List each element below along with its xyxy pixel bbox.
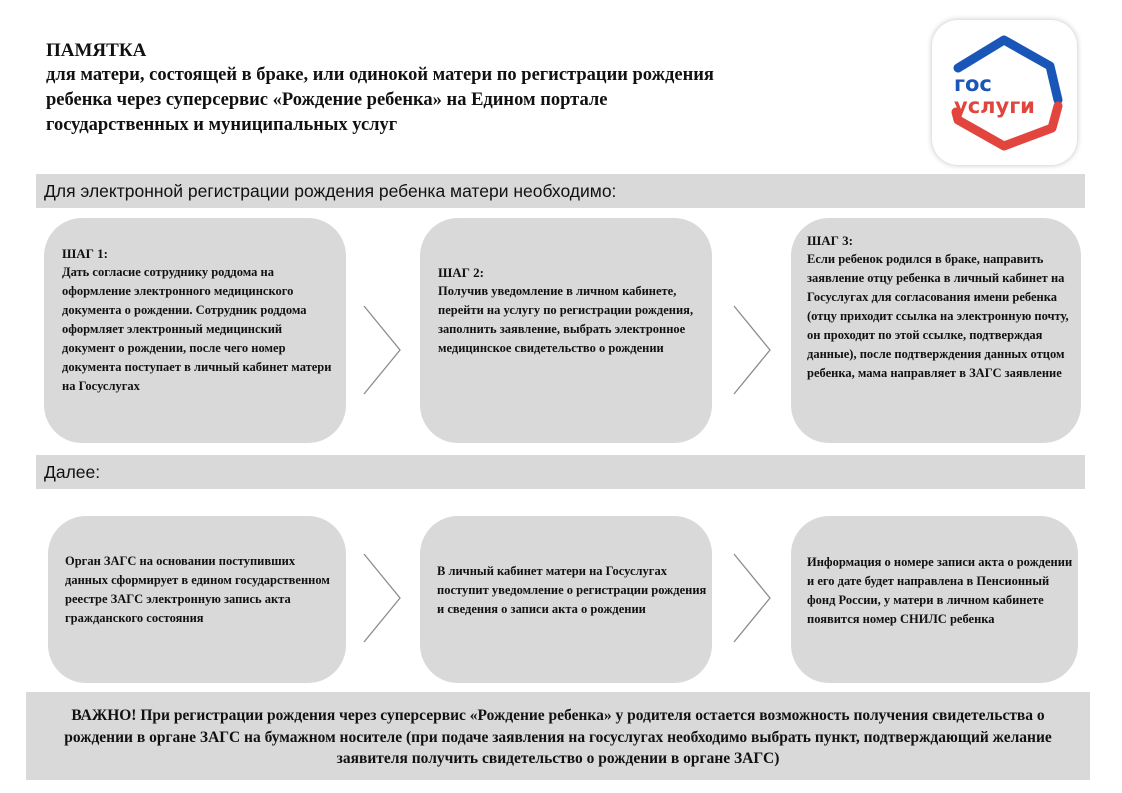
important-label: ВАЖНО! (71, 707, 137, 724)
result-card-3 (791, 516, 1078, 683)
step-card-2 (420, 218, 712, 443)
chevron-right-icon (730, 302, 774, 398)
result-text: В личный кабинет матери на Госуслугах поступит уведомление о регистрации рождения и сведения о записи акта о рождении (437, 564, 707, 616)
result-card-2 (420, 516, 712, 683)
page-subtitle-line-2: ребенка через суперсервис «Рождение ребенка» на Едином портале (46, 90, 608, 110)
section-heading-next: Далее: (36, 455, 1085, 489)
gosuslugi-logo (932, 20, 1077, 165)
chevron-right-icon (360, 550, 404, 646)
step-title: ШАГ 2: (438, 265, 485, 280)
important-note (26, 692, 1090, 780)
header (46, 38, 866, 138)
section-heading-requirements: Для электронной регистрации рождения ребенка матери необходимо: (36, 174, 1085, 208)
logo-text-gos: гос (954, 72, 992, 96)
step-text: Получив уведомление в личном кабинете, перейти на услугу по регистрации рождения, заполнить заявление, выбрать электронное медицинское свидетельство о рождении (438, 284, 694, 355)
result-card-1 (48, 516, 346, 683)
page-title: ПАМЯТКА (46, 40, 147, 61)
step-title: ШАГ 1: (62, 246, 109, 261)
step-title: ШАГ 3: (807, 233, 854, 248)
chevron-right-icon (730, 550, 774, 646)
chevron-right-icon (360, 302, 404, 398)
page-subtitle-line-1: для матери, состоящей в браке, или одинокой матери по регистрации рождения (46, 65, 714, 85)
step-text: Дать согласие сотруднику роддома на оформление электронного медицинского документа о рождении. Сотрудник роддома оформляет электронный медицинский документ о рождении, после чего номер документа поступает в личный кабинет матери на Госуслугах (62, 265, 332, 393)
step-card-3 (791, 218, 1081, 443)
step-card-1 (44, 218, 346, 443)
logo-text-uslugi: услуги (954, 94, 1035, 118)
step-text: Если ребенок родился в браке, направить заявление отцу ребенка в личный кабинет на Госуслугах для согласования имени ребенка (отцу приходит ссылка на электронную почту, он проходит по этой ссылке, подтверждая данные), после подтверждения данных отцом ребенка, мама направляет в ЗАГС заявление (807, 252, 1069, 380)
result-text: Орган ЗАГС на основании поступивших данных сформирует в едином государственном реестре ЗАГС электронную запись акта гражданского состояния (65, 554, 330, 625)
important-text: При регистрации рождения через суперсервис «Рождение ребенка» у родителя остается возможность получения свидетельства о рождении в органе ЗАГС на бумажном носителе (при подаче заявления на госуслугах необходимо выбрать пункт, подтверждающий желание заявителя получить свидетельство о рождении в органе ЗАГС) (64, 707, 1052, 767)
result-text: Информация о номере записи акта о рождении и его дате будет направлена в Пенсионный фонд России, у матери в личном кабинете появится номер СНИЛС ребенка (807, 555, 1073, 626)
page-subtitle-line-3: государственных и муниципальных услуг (46, 115, 398, 135)
